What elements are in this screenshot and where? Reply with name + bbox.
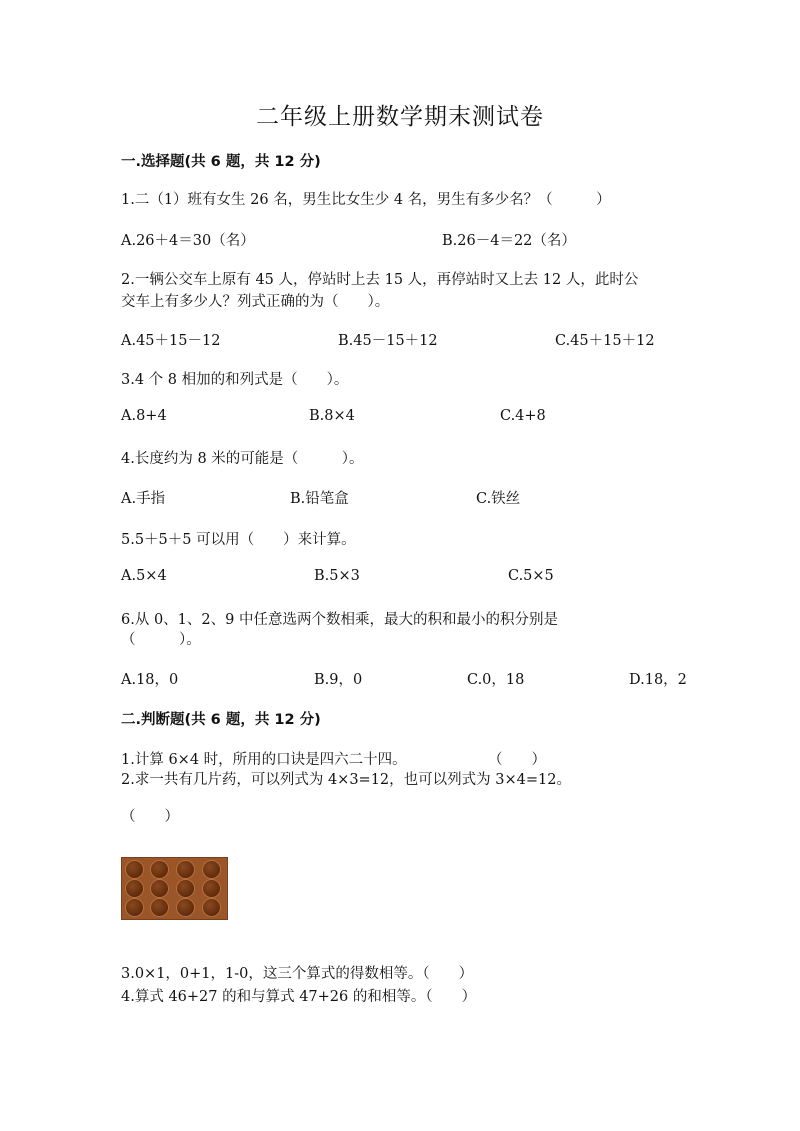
pill: [126, 861, 143, 878]
q5-option-a: A.5×4: [121, 568, 167, 584]
pill: [126, 899, 143, 916]
judgement-1: 1.计算 6×4 时，所用的口诀是四六二十四。: [121, 752, 407, 768]
q5-option-c: C.5×5: [508, 568, 554, 584]
pill: [177, 880, 194, 897]
question-2-line-2: 交车上有多少人？列式正确的为（ ）。: [121, 294, 390, 310]
judgement-2-blank: （ ）: [121, 809, 179, 825]
pill: [203, 880, 220, 897]
q6-option-a: A.18，0: [121, 672, 179, 688]
pill: [151, 880, 168, 897]
page-title: 二年级上册数学期末测试卷: [256, 104, 544, 130]
q4-option-a: A.手指: [121, 491, 166, 507]
q3-option-b: B.8×4: [309, 408, 355, 424]
section-heading-judgement: 二.判断题(共 6 题，共 12 分): [121, 712, 321, 728]
question-1: 1.二（1）班有女生 26 名，男生比女生少 4 名，男生有多少名？（ ）: [121, 192, 611, 208]
q1-option-a: A.26＋4＝30（名）: [121, 233, 255, 249]
section-heading-choice: 一.选择题(共 6 题，共 12 分): [121, 154, 321, 170]
judgement-4: 4.算式 46+27 的和与算式 47+26 的和相等。（ ）: [121, 989, 477, 1005]
question-6-line-2: （ ）。: [121, 632, 201, 648]
question-2-line-1: 2.一辆公交车上原有 45 人，停站时上去 15 人，再停站时又上去 12 人，此时公: [121, 272, 639, 288]
q6-option-b: B.9，0: [314, 672, 363, 688]
q1-option-b: B.26－4＝22（名）: [442, 233, 576, 249]
q6-option-d: D.18，2: [629, 672, 687, 688]
pill-blister-image: [121, 857, 228, 920]
q3-option-c: C.4+8: [500, 408, 546, 424]
q4-option-b: B.铅笔盒: [290, 491, 349, 507]
judgement-1-blank: （ ）: [488, 752, 546, 768]
pill: [126, 880, 143, 897]
q5-option-b: B.5×3: [314, 568, 360, 584]
q6-option-c: C.0，18: [467, 672, 525, 688]
q3-option-a: A.8+4: [121, 408, 167, 424]
question-6-line-1: 6.从 0、1、2、9 中任意选两个数相乘，最大的积和最小的积分别是: [121, 612, 558, 628]
q2-option-c: C.45＋15＋12: [555, 333, 655, 349]
pill: [177, 861, 194, 878]
q2-option-b: B.45－15＋12: [338, 333, 438, 349]
pill: [151, 899, 168, 916]
question-4: 4.长度约为 8 米的可能是（ ）。: [121, 451, 364, 467]
question-5: 5.5＋5＋5 可以用（ ）来计算。: [121, 532, 356, 548]
pill: [203, 861, 220, 878]
pill: [177, 899, 194, 916]
pill: [203, 899, 220, 916]
judgement-3: 3.0×1，0+1，1-0，这三个算式的得数相等。（ ）: [121, 966, 474, 982]
q2-option-a: A.45＋15－12: [121, 333, 221, 349]
pill: [151, 861, 168, 878]
judgement-2: 2.求一共有几片药，可以列式为 4×3=12，也可以列式为 3×4=12。: [121, 772, 571, 788]
q4-option-c: C.铁丝: [476, 491, 521, 507]
question-3: 3.4 个 8 相加的和列式是（ ）。: [121, 372, 349, 388]
